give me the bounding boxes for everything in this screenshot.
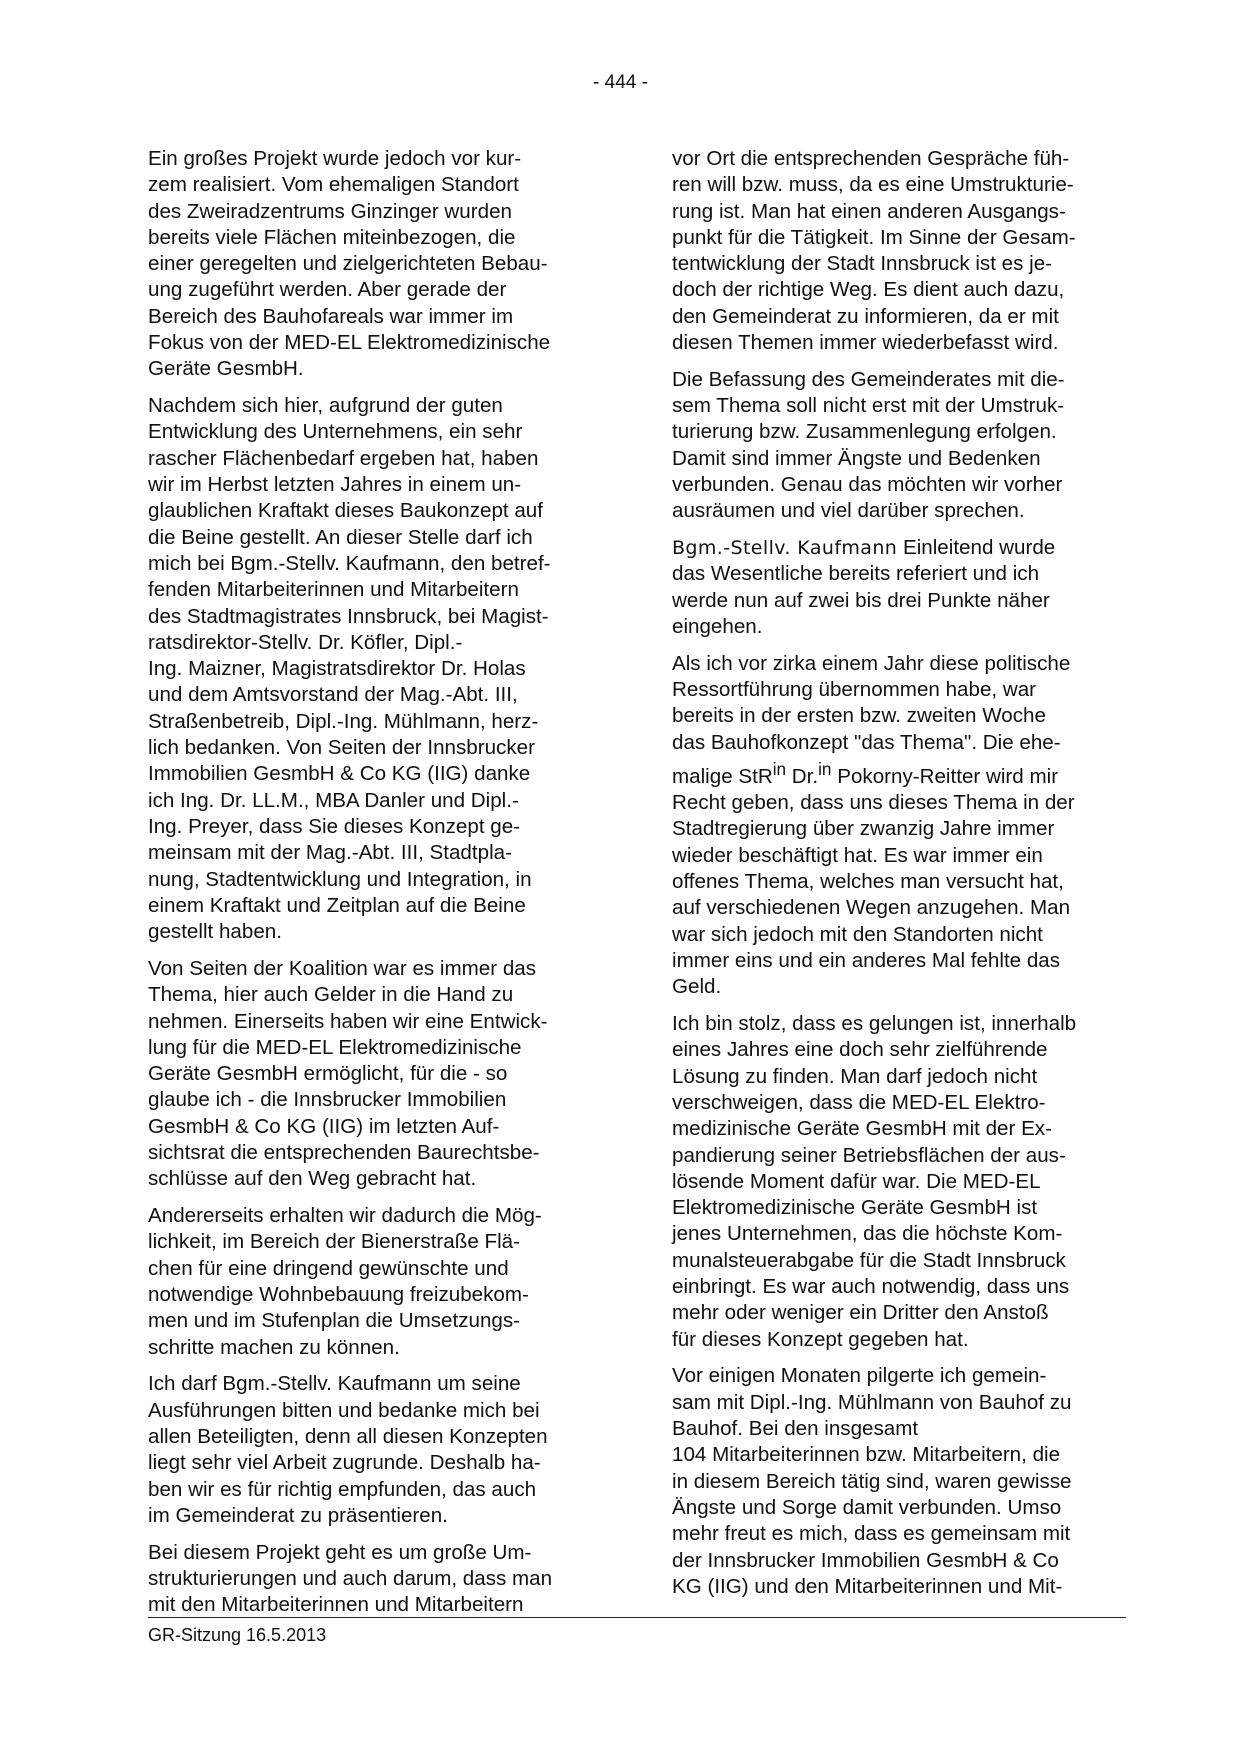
paragraph: Die Befassung des Gemeinderates mit die- sem Thema soll nicht erst mit der Umstruk- turierung bzw. Zusammenlegung erfolgen. Damit sind immer Ängste und Bedenken verbunden. Genau das möchten wir vorher ausräumen und viel darüber sprechen. (672, 367, 1065, 523)
paragraph: Von Seiten der Koalition war es immer das Thema, hier auch Gelder in die Hand zu nehmen. Einerseits haben wir eine Entwick- lung für die MED-EL Elektromedizinische Geräte GesmbH ermöglicht, für die - so glaube ich - die Innsbrucker Immobilien GesmbH & Co KG (IIG) im letzten Auf- sichtsrat die entsprechenden Baurechtsbe- schlüsse auf den Weg gebracht hat. (148, 956, 548, 1191)
speaker-name: Bgm.-Stellv. Kaufmann (672, 537, 898, 560)
paragraph: vor Ort die entsprechenden Gespräche füh- ren will bzw. muss, da es eine Umstrukturie- rung ist. Man hat einen anderen Ausgangs- punkt für die Tätigkeit. Im Sinne der Gesam- tentwicklung der Stadt Innsbruck ist es je- doch der richtige Weg. Es dient auch dazu, den Gemeinderat zu informieren, da er mit diesen Themen immer wiederbefasst wird. (672, 147, 1076, 355)
footer-text: GR-Sitzung 16.5.2013 (148, 1625, 327, 1645)
paragraph: Ein großes Projekt wurde jedoch vor kur- zem realisiert. Vom ehemaligen Standort des Zweiradzentrums Ginzinger wurden bereits viele Flächen miteinbezogen, die einer geregelten und zielgerichteten Bebau- ung zugeführt werden. Aber gerade der Bereich des Bauhofareals war immer im Fokus von der MED-EL Elektromedizinische Geräte GesmbH. (148, 147, 551, 381)
paragraph-text: Pokorny-Reitter wird mir Recht geben, dass uns dieses Thema in der Stadtregierung über zwanzig Jahre immer wieder beschäftigt hat. Es war immer ein offenes Thema, welches man versucht hat, auf verschiedenen Wegen anzugehen. Man war sich jedoch mit den Standorten nicht immer eins und ein anderes Mal fehlte das Geld. (672, 764, 1075, 999)
speaker-paragraph (672, 535, 1122, 640)
left-column (148, 146, 598, 1629)
paragraph: Ich bin stolz, dass es gelungen ist, innerhalb eines Jahres eine doch sehr zielführende Lösung zu finden. Man darf jedoch nicht verschweigen, dass die MED-EL Elektro- medizinische Geräte GesmbH mit der Ex- pandierung seiner Betriebsflächen der aus- lösende Moment dafür war. Die MED-EL Elektromedizinische Geräte GesmbH ist jenes Unternehmen, das die höchste Kom- munalsteuerabgabe für die Stadt Innsbruck einbringt. Es war auch notwendig, dass uns mehr oder weniger ein Dritter den Anstoß für dieses Konzept gegeben hat. (672, 1012, 1077, 1351)
paragraph: Bei diesem Projekt geht es um große Um- strukturierungen und auch darum, dass man mit den Mitarbeiterinnen und Mitarbeitern (148, 1540, 553, 1617)
paragraph: Andererseits erhalten wir dadurch die Mög- lichkeit, im Bereich der Bienerstraße Flä- chen für eine dringend gewünschte und notwendige Wohnbebauung freizubekom- men und im Stufenplan die Umsetzungs- schritte machen zu können. (148, 1204, 542, 1359)
paragraph: Ich darf Bgm.-Stellv. Kaufmann um seine Ausführungen bitten und bedanke mich bei allen Beteiligten, denn all diesen Konzepten liegt sehr viel Arbeit zugrunde. Deshalb ha- ben wir es für richtig empfunden, das auch im Gemeinderat zu präsentieren. (148, 1372, 548, 1527)
page-number: - 444 - (593, 72, 648, 93)
paragraph: Vor einigen Monaten pilgerte ich gemein- sam mit Dipl.-Ing. Mühlmann von Bauhof zu Bauhof. Bei den insgesamt 104 Mitarbeiterinnen bzw. Mitarbeitern, die in diesem Bereich tätig sind, waren gewisse Ängste und Sorge damit verbunden. Umso mehr freut es mich, dass es gemeinsam mit der Innsbrucker Immobilien GesmbH & Co KG (IIG) und den Mitarbeiterinnen und Mit- (672, 1364, 1072, 1598)
right-column (672, 146, 1122, 1611)
paragraph (672, 651, 1122, 1001)
superscript: in (818, 759, 832, 780)
footer-divider (148, 1617, 1126, 1618)
paragraph-text: Als ich vor zirka einem Jahr diese politische Ressortführung übernommen habe, war bereits in der ersten bzw. zweiten Woche das Bauhofkonzept "das Thema". Die ehe- malige StR (672, 651, 1071, 788)
paragraph-text: Dr. (786, 764, 819, 788)
superscript: in (772, 759, 787, 780)
paragraph-text: Einleitend wurde das Wesentliche bereits referiert und ich werde nun auf zwei bis drei Punkte näher eingehen. (672, 536, 1056, 639)
paragraph: Nachdem sich hier, aufgrund der guten Entwicklung des Unternehmens, ein sehr rascher Flächenbedarf ergeben hat, haben wir im Herbst letzten Jahres in einem un- glaublichen Kraftakt dieses Baukonzept auf die Beine gestellt. An dieser Stelle darf ich mich bei Bgm.-Stellv. Kaufmann, den betref- fenden Mitarbeiterinnen und Mitarbeitern des Stadtmagistrates Innsbruck, bei Magist- ratsdirektor-Stellv. Dr. Köfler, Dipl.- Ing. Maizner, Magistratsdirektor Dr. Holas und dem Amtsvorstand der Mag.-Abt. III, Straßenbetreib, Dipl.-Ing. Mühlmann, herz- lich bedanken. Von Seiten der Innsbrucker Immobilien GesmbH & Co KG (IIG) danke ich Ing. Dr. LL.M., MBA Danler und Dipl.- Ing. Preyer, dass Sie dieses Konzept ge- meinsam mit der Mag.-Abt. III, Stadtpla- nung, Stadtentwicklung und Integration, in einem Kraftakt und Zeitplan auf die Beine gestellt haben. (148, 394, 551, 944)
